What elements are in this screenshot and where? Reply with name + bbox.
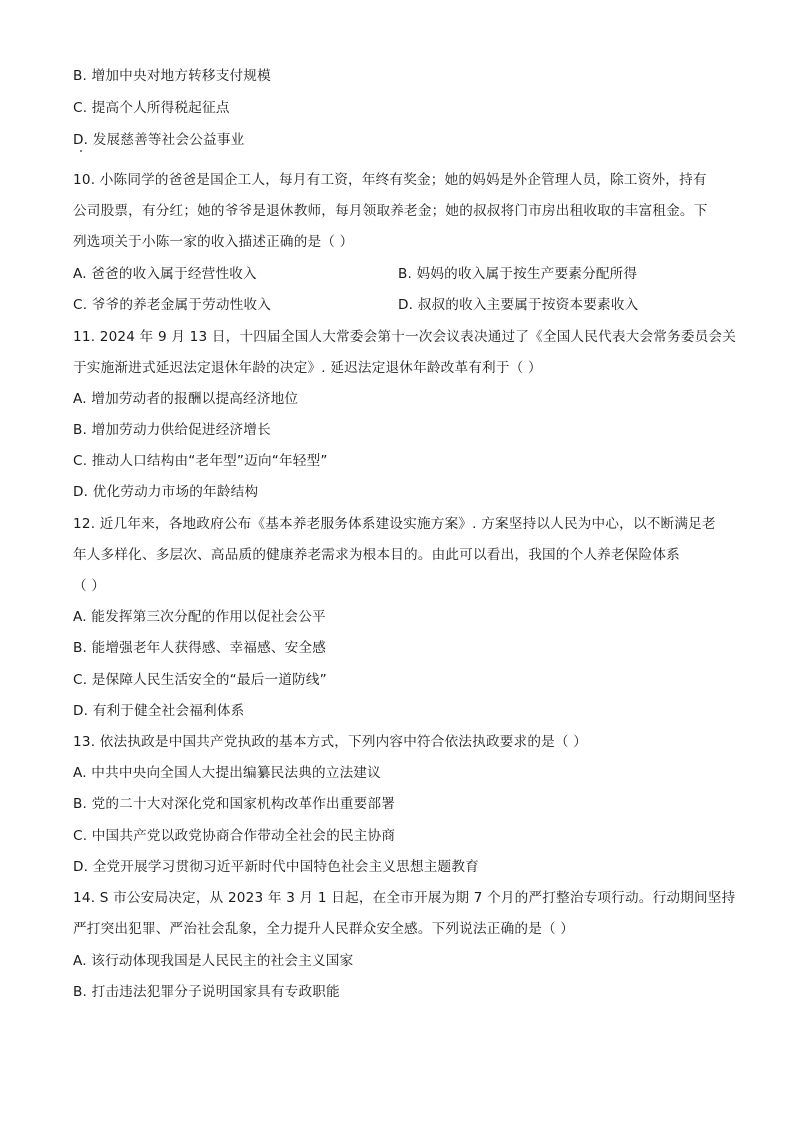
q13-option-c[interactable]: C. 中国共产党以政党协商合作带动全社会的民主协商	[73, 828, 396, 844]
stray-dot	[80, 150, 82, 152]
q14-stem-line1: 14. S 市公安局决定，从 2023 年 3 月 1 日起，在全市开展为期 7 个月的严打整治专项行动。行动期间坚持	[73, 890, 736, 906]
q13-option-a[interactable]: A. 中共中央向全国人大提出编纂民法典的立法建议	[73, 765, 381, 781]
q12-option-c[interactable]: C. 是保障人民生活安全的“最后一道防线”	[73, 672, 327, 688]
q11-option-c[interactable]: C. 推动人口结构由“老年型”迈向“年轻型”	[73, 453, 328, 469]
q14-option-a[interactable]: A. 该行动体现我国是人民民主的社会主义国家	[73, 953, 354, 969]
q12-stem-line3: （ ）	[73, 578, 106, 594]
q11-option-a[interactable]: A. 增加劳动者的报酬以提高经济地位	[73, 391, 299, 407]
q9-option-c[interactable]: C. 提高个人所得税起征点	[73, 100, 230, 116]
q11-stem-line2: 于实施渐进式延迟法定退休年龄的决定》. 延迟法定退休年龄改革有利于（ ）	[73, 360, 542, 376]
q14-stem-line2: 严打突出犯罪、严治社会乱象，全力提升人民群众安全感。下列说法正确的是（ ）	[73, 921, 575, 937]
q10-stem-line1: 10. 小陈同学的爸爸是国企工人，每月有工资，年终有奖金；她的妈妈是外企管理人员，除工资外，持有	[73, 172, 707, 188]
q9-option-b[interactable]: B. 增加中央对地方转移支付规模	[73, 68, 271, 84]
q10-option-d[interactable]: D. 叔叔的收入主要属于按资本要素收入	[398, 297, 639, 313]
q11-option-d[interactable]: D. 优化劳动力市场的年龄结构	[73, 484, 259, 500]
q9-option-d[interactable]: D. 发展慈善等社会公益事业	[73, 132, 245, 148]
q10-option-b[interactable]: B. 妈妈的收入属于按生产要素分配所得	[398, 266, 638, 282]
q13-option-b[interactable]: B. 党的二十大对深化党和国家机构改革作出重要部署	[73, 796, 396, 812]
q13-stem-line1: 13. 依法执政是中国共产党执政的基本方式，下列内容中符合依法执政要求的是（ ）	[73, 734, 588, 750]
q10-option-a[interactable]: A. 爸爸的收入属于经营性收入	[73, 266, 257, 282]
q10-stem-line3: 列选项关于小陈一家的收入描述正确的是（ ）	[73, 234, 354, 250]
q10-stem-line2: 公司股票，有分红；她的爷爷是退休教师，每月领取养老金；她的叔叔将门市房出租收取的丰富租金。下	[73, 203, 708, 219]
q12-stem-line1: 12. 近几年来，各地政府公布《基本养老服务体系建设实施方案》. 方案坚持以人民为中心，以不断满足老	[73, 516, 716, 532]
q12-option-b[interactable]: B. 能增强老年人获得感、幸福感、安全感	[73, 640, 327, 656]
q13-option-d[interactable]: D. 全党开展学习贯彻习近平新时代中国特色社会主义思想主题教育	[73, 859, 479, 875]
q12-option-d[interactable]: D. 有利于健全社会福利体系	[73, 703, 245, 719]
q12-stem-line2: 年人多样化、多层次、高品质的健康养老需求为根本目的。由此可以看出，我国的个人养老保险体系	[73, 547, 680, 563]
q10-option-c[interactable]: C. 爷爷的养老金属于劳动性收入	[73, 297, 272, 313]
q11-option-b[interactable]: B. 增加劳动力供给促进经济增长	[73, 422, 271, 438]
q14-option-b[interactable]: B. 打击违法犯罪分子说明国家具有专政职能	[73, 984, 340, 1000]
q12-option-a[interactable]: A. 能发挥第三次分配的作用以促社会公平	[73, 609, 326, 625]
q11-stem-line1: 11. 2024 年 9 月 13 日，十四届全国人大常委会第十一次会议表决通过了《全国人民代表大会常务委员会关	[73, 329, 737, 345]
